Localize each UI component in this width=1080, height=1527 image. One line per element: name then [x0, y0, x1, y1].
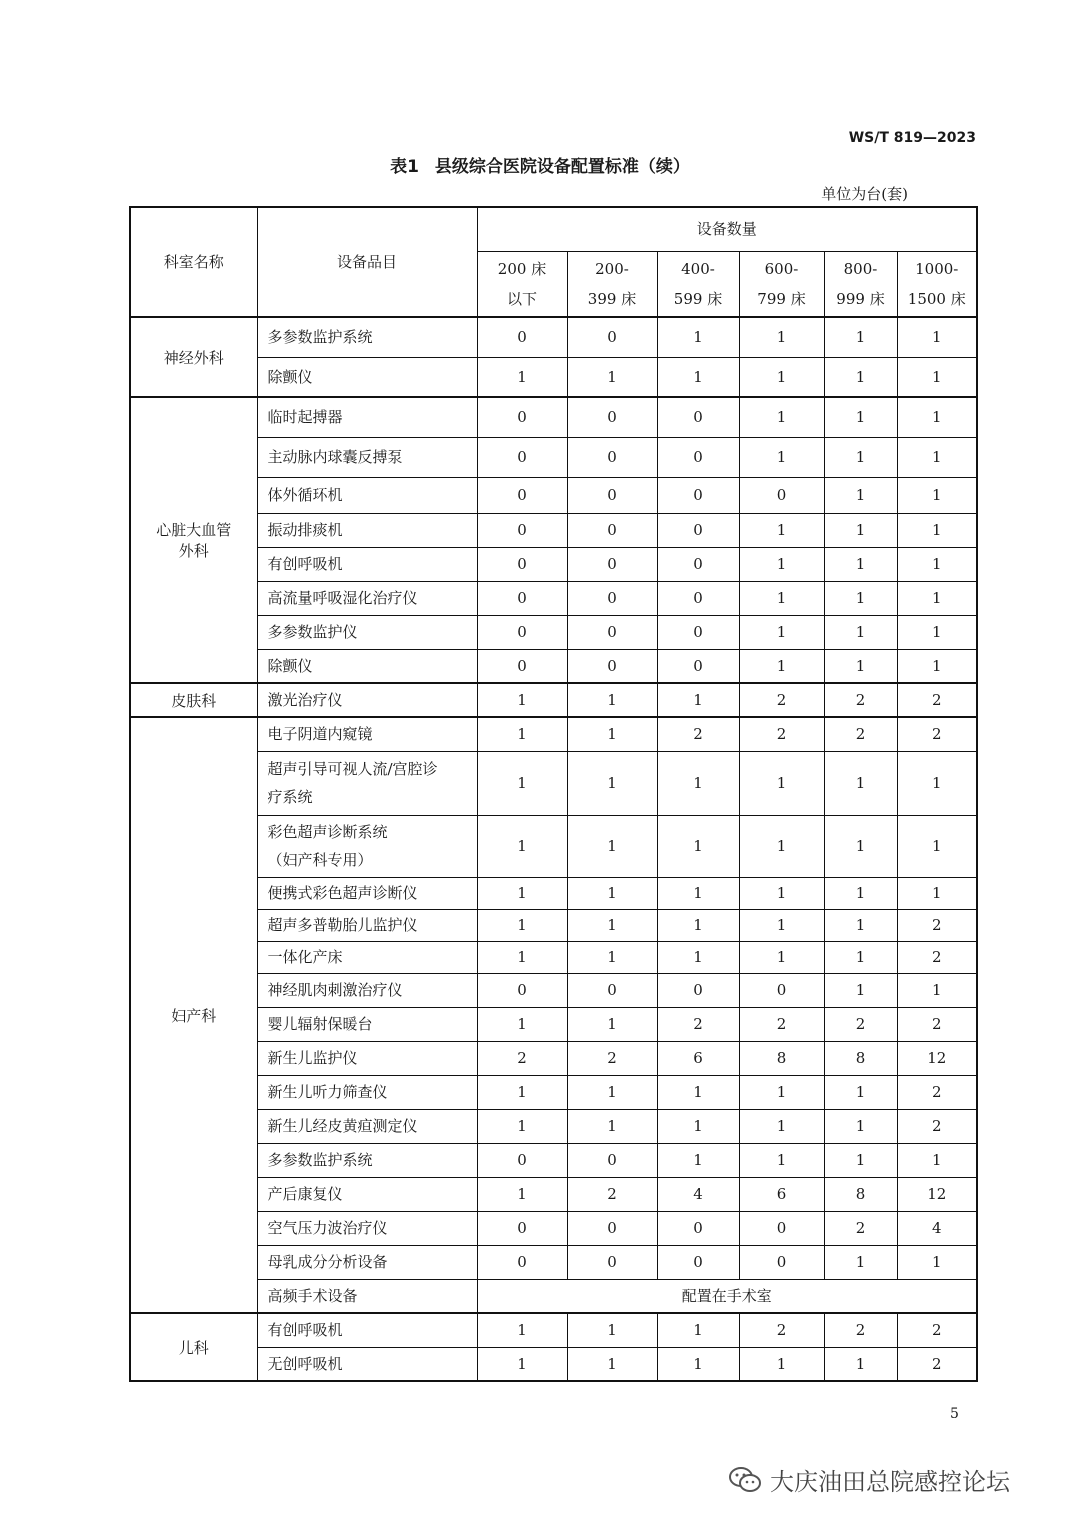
value-cell: 1 [824, 973, 897, 1007]
value-cell: 0 [657, 973, 739, 1007]
value-cell: 1 [739, 751, 824, 815]
value-cell: 1 [824, 477, 897, 513]
value-cell: 0 [567, 513, 657, 547]
table-row [130, 397, 977, 437]
value-cell: 1 [477, 1347, 567, 1381]
header-bed-col: 800- 999 床 [824, 251, 897, 317]
value-cell: 1 [567, 909, 657, 941]
value-cell: 1 [824, 877, 897, 909]
value-cell: 1 [477, 1007, 567, 1041]
header-bed-col: 600- 799 床 [739, 251, 824, 317]
table-row [130, 437, 977, 477]
value-cell: 0 [567, 1245, 657, 1279]
value-cell: 1 [477, 1313, 567, 1347]
item-cell: 便携式彩色超声诊断仪 [257, 877, 477, 909]
table-title [0, 152, 1080, 177]
value-cell: 0 [739, 1211, 824, 1245]
value-cell: 1 [897, 547, 977, 581]
item-cell: 超声多普勒胎儿监护仪 [257, 909, 477, 941]
value-cell: 0 [477, 1245, 567, 1279]
value-cell: 2 [657, 717, 739, 751]
value-cell: 0 [567, 1211, 657, 1245]
value-cell: 4 [897, 1211, 977, 1245]
header-dept: 科室名称 [130, 207, 257, 317]
value-cell: 1 [824, 513, 897, 547]
value-cell: 1 [657, 815, 739, 877]
value-cell: 8 [824, 1041, 897, 1075]
value-cell: 0 [567, 477, 657, 513]
value-cell: 1 [824, 1347, 897, 1381]
value-cell: 2 [657, 1007, 739, 1041]
table-title-text: 县级综合医院设备配置标准（续） [434, 157, 690, 177]
value-cell: 2 [567, 1177, 657, 1211]
header-quantity: 设备数量 [477, 207, 977, 251]
table-row [130, 1211, 977, 1245]
value-cell: 2 [739, 717, 824, 751]
value-cell: 1 [824, 941, 897, 973]
value-cell: 1 [657, 683, 739, 717]
value-cell: 0 [657, 581, 739, 615]
table-row [130, 357, 977, 397]
value-cell: 1 [824, 909, 897, 941]
value-cell: 1 [567, 815, 657, 877]
table-row [130, 909, 977, 941]
item-cell: 无创呼吸机 [257, 1347, 477, 1381]
value-cell: 1 [739, 317, 824, 357]
item-cell: 母乳成分分析设备 [257, 1245, 477, 1279]
item-cell: 新生儿听力筛查仪 [257, 1075, 477, 1109]
value-cell: 1 [739, 909, 824, 941]
value-cell: 1 [657, 1075, 739, 1109]
value-cell: 1 [739, 649, 824, 683]
value-cell: 8 [739, 1041, 824, 1075]
value-cell: 1 [897, 973, 977, 1007]
value-cell: 1 [824, 1075, 897, 1109]
value-cell: 0 [477, 973, 567, 1007]
value-cell: 4 [657, 1177, 739, 1211]
value-cell: 0 [657, 513, 739, 547]
value-cell: 1 [897, 513, 977, 547]
value-cell: 1 [824, 751, 897, 815]
value-cell: 2 [739, 1313, 824, 1347]
value-cell: 0 [657, 1245, 739, 1279]
value-cell: 1 [897, 649, 977, 683]
dept-cell: 神经外科 [130, 317, 257, 397]
item-cell: 婴儿辐射保暖台 [257, 1007, 477, 1041]
value-cell: 2 [897, 1075, 977, 1109]
value-cell: 0 [657, 1211, 739, 1245]
value-cell: 1 [657, 941, 739, 973]
value-cell: 1 [477, 941, 567, 973]
value-cell: 0 [739, 1245, 824, 1279]
value-cell: 1 [657, 317, 739, 357]
equipment-table [129, 206, 978, 1382]
value-cell: 2 [477, 1041, 567, 1075]
value-cell: 1 [897, 397, 977, 437]
value-cell: 1 [739, 941, 824, 973]
value-cell: 0 [567, 649, 657, 683]
value-cell: 1 [657, 909, 739, 941]
value-cell: 1 [657, 751, 739, 815]
item-cell: 激光治疗仪 [257, 683, 477, 717]
table-row [130, 973, 977, 1007]
item-cell: 高流量呼吸湿化治疗仪 [257, 581, 477, 615]
table-row [130, 1313, 977, 1347]
value-cell: 1 [824, 815, 897, 877]
value-cell: 1 [477, 815, 567, 877]
value-cell: 0 [657, 397, 739, 437]
value-cell: 0 [477, 317, 567, 357]
value-cell: 0 [477, 397, 567, 437]
value-cell: 0 [477, 437, 567, 477]
value-cell: 1 [657, 877, 739, 909]
item-cell: 有创呼吸机 [257, 547, 477, 581]
value-cell: 0 [477, 1143, 567, 1177]
value-cell: 1 [477, 1177, 567, 1211]
value-cell: 0 [477, 1211, 567, 1245]
header-bed-col: 200- 399 床 [567, 251, 657, 317]
value-cell: 1 [657, 1313, 739, 1347]
value-cell: 0 [477, 615, 567, 649]
header-bed-col: 1000- 1500 床 [897, 251, 977, 317]
value-cell: 1 [567, 751, 657, 815]
table-row [130, 649, 977, 683]
value-cell: 0 [567, 437, 657, 477]
value-cell: 1 [824, 1245, 897, 1279]
value-cell: 0 [657, 615, 739, 649]
table-row [130, 683, 977, 717]
value-cell: 2 [824, 1313, 897, 1347]
table-row [130, 1245, 977, 1279]
value-cell: 1 [739, 581, 824, 615]
value-cell: 1 [567, 1075, 657, 1109]
item-cell: 临时起搏器 [257, 397, 477, 437]
value-cell: 1 [824, 547, 897, 581]
value-cell: 1 [824, 615, 897, 649]
value-cell: 1 [657, 1143, 739, 1177]
value-cell: 1 [477, 909, 567, 941]
value-cell: 1 [897, 877, 977, 909]
value-cell: 1 [824, 437, 897, 477]
value-cell: 0 [567, 317, 657, 357]
value-cell: 1 [739, 815, 824, 877]
value-cell: 1 [824, 649, 897, 683]
value-cell: 0 [657, 547, 739, 581]
item-cell: 多参数监护仪 [257, 615, 477, 649]
value-cell: 1 [824, 581, 897, 615]
value-cell: 1 [567, 941, 657, 973]
value-cell: 1 [897, 1245, 977, 1279]
value-cell: 1 [739, 437, 824, 477]
value-cell: 1 [739, 1143, 824, 1177]
value-cell: 1 [567, 717, 657, 751]
value-cell: 1 [897, 437, 977, 477]
item-cell: 主动脉内球囊反搏泵 [257, 437, 477, 477]
item-cell: 多参数监护系统 [257, 1143, 477, 1177]
item-cell: 多参数监护系统 [257, 317, 477, 357]
value-cell: 0 [657, 649, 739, 683]
table-row [130, 1347, 977, 1381]
value-cell: 1 [739, 615, 824, 649]
value-cell: 1 [567, 1347, 657, 1381]
value-cell: 1 [897, 615, 977, 649]
value-cell: 1 [739, 397, 824, 437]
value-cell: 1 [824, 317, 897, 357]
value-cell: 0 [739, 973, 824, 1007]
item-cell: 超声引导可视人流/宫腔诊 疗系统 [257, 751, 477, 815]
value-cell: 1 [477, 1075, 567, 1109]
value-cell: 1 [567, 1007, 657, 1041]
page-number: 5 [950, 1406, 959, 1422]
dept-cell: 心脏大血管 外科 [130, 397, 257, 683]
item-cell: 振动排痰机 [257, 513, 477, 547]
value-cell: 1 [657, 1347, 739, 1381]
value-cell: 1 [567, 877, 657, 909]
header-item: 设备品目 [257, 207, 477, 317]
value-cell: 1 [824, 1143, 897, 1177]
item-cell: 空气压力波治疗仪 [257, 1211, 477, 1245]
value-cell: 0 [477, 649, 567, 683]
value-cell: 1 [477, 357, 567, 397]
item-cell: 电子阴道内窥镜 [257, 717, 477, 751]
table-row [130, 317, 977, 357]
table-row [130, 513, 977, 547]
value-cell: 1 [897, 581, 977, 615]
value-cell: 2 [567, 1041, 657, 1075]
value-cell: 6 [657, 1041, 739, 1075]
value-cell: 1 [739, 1075, 824, 1109]
item-cell: 彩色超声诊断系统 （妇产科专用） [257, 815, 477, 877]
header-bed-col: 200 床 以下 [477, 251, 567, 317]
table-row [130, 581, 977, 615]
value-cell: 1 [739, 357, 824, 397]
unit-note: 单位为台(套) [821, 185, 908, 203]
value-cell: 2 [897, 717, 977, 751]
value-cell: 2 [739, 1007, 824, 1041]
watermark [728, 1462, 1010, 1497]
value-cell: 1 [477, 751, 567, 815]
value-cell: 2 [897, 1109, 977, 1143]
item-cell: 新生儿经皮黄疸测定仪 [257, 1109, 477, 1143]
value-cell: 1 [567, 1109, 657, 1143]
table-body [130, 317, 977, 1381]
table-row [130, 1109, 977, 1143]
table-row [130, 877, 977, 909]
value-cell: 0 [567, 1143, 657, 1177]
value-cell: 1 [897, 1143, 977, 1177]
value-cell: 2 [739, 683, 824, 717]
value-cell: 1 [824, 1109, 897, 1143]
item-cell: 除颤仪 [257, 649, 477, 683]
value-cell: 1 [477, 877, 567, 909]
value-cell: 2 [897, 1313, 977, 1347]
value-cell: 0 [567, 547, 657, 581]
merged-note-cell: 配置在手术室 [477, 1279, 977, 1313]
value-cell: 1 [897, 751, 977, 815]
value-cell: 2 [897, 683, 977, 717]
value-cell: 2 [824, 1007, 897, 1041]
value-cell: 1 [897, 815, 977, 877]
value-cell: 0 [567, 581, 657, 615]
value-cell: 0 [657, 477, 739, 513]
table-number: 表1 [390, 157, 419, 177]
table-row [130, 1041, 977, 1075]
dept-cell: 儿科 [130, 1313, 257, 1381]
item-cell: 有创呼吸机 [257, 1313, 477, 1347]
value-cell: 1 [824, 397, 897, 437]
value-cell: 1 [657, 1109, 739, 1143]
item-cell: 新生儿监护仪 [257, 1041, 477, 1075]
value-cell: 0 [739, 477, 824, 513]
value-cell: 2 [824, 717, 897, 751]
value-cell: 2 [897, 941, 977, 973]
value-cell: 12 [897, 1177, 977, 1211]
item-cell: 高频手术设备 [257, 1279, 477, 1313]
item-cell: 产后康复仪 [257, 1177, 477, 1211]
value-cell: 0 [567, 615, 657, 649]
value-cell: 2 [824, 683, 897, 717]
table-row [130, 1075, 977, 1109]
value-cell: 0 [657, 437, 739, 477]
value-cell: 1 [657, 357, 739, 397]
value-cell: 1 [897, 357, 977, 397]
table-row [130, 615, 977, 649]
table-row [130, 717, 977, 751]
value-cell: 0 [567, 397, 657, 437]
wechat-icon [728, 1466, 762, 1494]
table-row [130, 941, 977, 973]
value-cell: 1 [739, 1109, 824, 1143]
value-cell: 1 [897, 317, 977, 357]
table-row [130, 815, 977, 877]
value-cell: 1 [739, 877, 824, 909]
dept-cell: 妇产科 [130, 717, 257, 1313]
value-cell: 1 [567, 1313, 657, 1347]
item-cell: 体外循环机 [257, 477, 477, 513]
value-cell: 12 [897, 1041, 977, 1075]
item-cell: 神经肌肉刺激治疗仪 [257, 973, 477, 1007]
item-cell: 除颤仪 [257, 357, 477, 397]
item-cell: 一体化产床 [257, 941, 477, 973]
value-cell: 1 [567, 357, 657, 397]
value-cell: 0 [567, 973, 657, 1007]
watermark-text: 大庆油田总院感控论坛 [770, 1468, 1010, 1496]
value-cell: 6 [739, 1177, 824, 1211]
table-row [130, 1143, 977, 1177]
table-row [130, 751, 977, 815]
value-cell: 1 [739, 513, 824, 547]
table-row [130, 477, 977, 513]
value-cell: 0 [477, 547, 567, 581]
value-cell: 1 [567, 683, 657, 717]
value-cell: 2 [897, 909, 977, 941]
value-cell: 2 [897, 1347, 977, 1381]
value-cell: 0 [477, 513, 567, 547]
value-cell: 0 [477, 477, 567, 513]
value-cell: 1 [897, 477, 977, 513]
value-cell: 0 [477, 581, 567, 615]
value-cell: 1 [739, 1347, 824, 1381]
value-cell: 8 [824, 1177, 897, 1211]
standard-code: WS/T 819—2023 [848, 130, 976, 146]
value-cell: 1 [824, 357, 897, 397]
value-cell: 1 [477, 1109, 567, 1143]
table-row [130, 1007, 977, 1041]
dept-cell: 皮肤科 [130, 683, 257, 717]
table-row [130, 1279, 977, 1313]
value-cell: 2 [824, 1211, 897, 1245]
table-row [130, 547, 977, 581]
value-cell: 1 [477, 717, 567, 751]
value-cell: 1 [477, 683, 567, 717]
value-cell: 2 [897, 1007, 977, 1041]
header-bed-col: 400- 599 床 [657, 251, 739, 317]
value-cell: 1 [739, 547, 824, 581]
table-row [130, 1177, 977, 1211]
